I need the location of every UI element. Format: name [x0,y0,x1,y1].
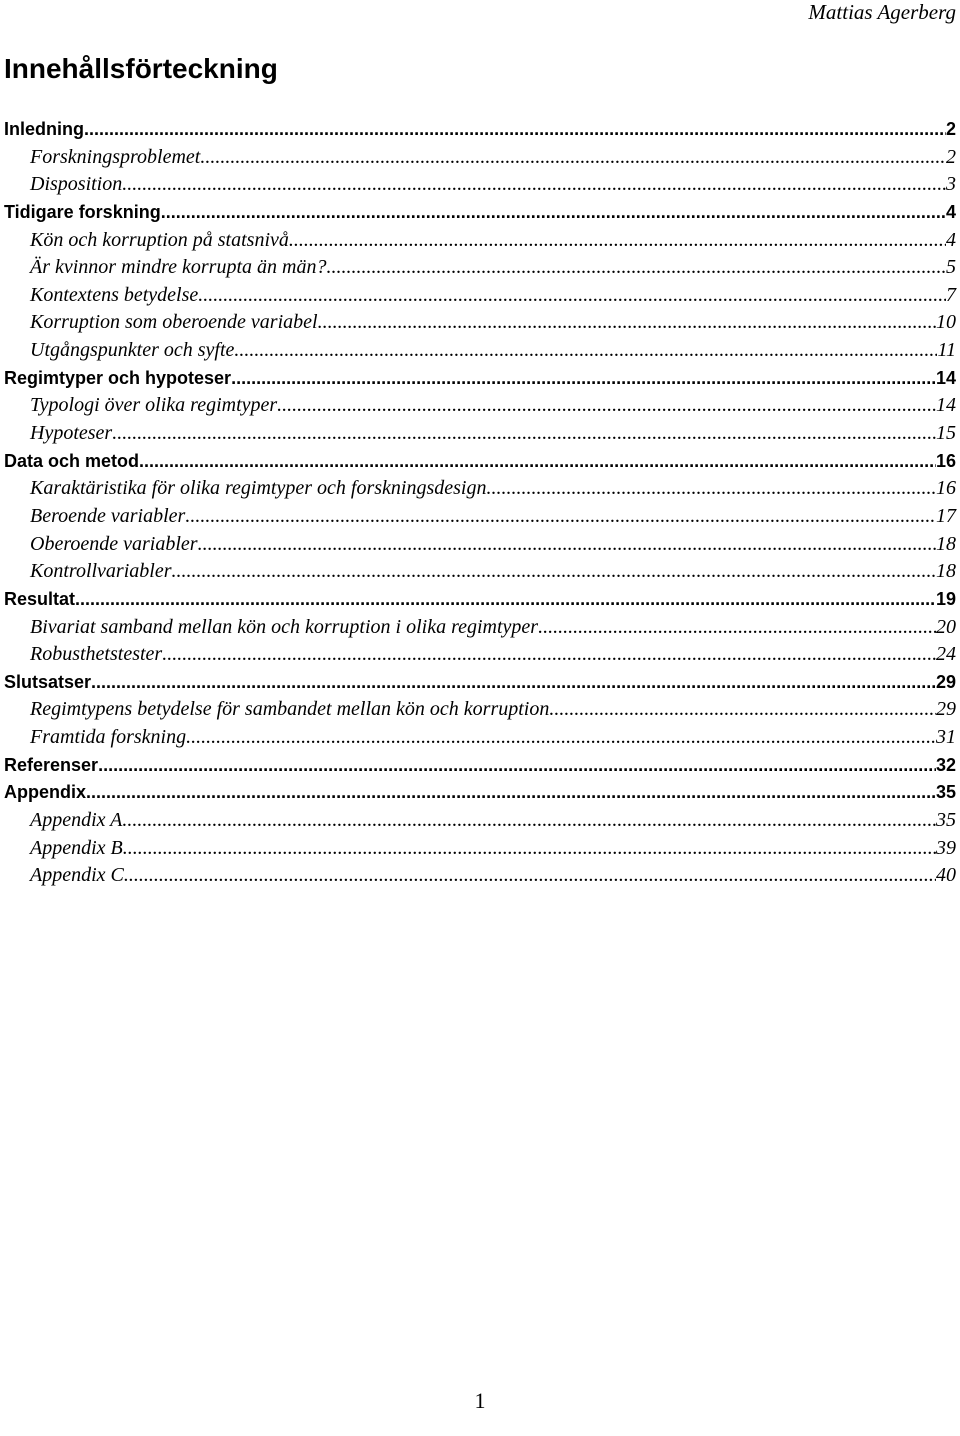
toc-entry[interactable] [0,724,960,752]
toc-dot-leader [171,558,936,586]
toc-dot-leader [549,696,936,724]
toc-entry-label: Är kvinnor mindre korrupta än män? [30,256,327,279]
toc-entry-page: 24 [936,643,956,666]
toc-entry-label: Karaktäristika för olika regimtyper och forskningsdesign [30,477,487,500]
toc-entry[interactable] [0,641,960,669]
toc-entry-page: 35 [936,809,956,832]
toc-entry[interactable] [0,558,960,586]
toc-entry-page: 16 [935,450,956,471]
toc-entry-label: Appendix C [30,864,124,887]
toc-dot-leader [122,171,946,199]
toc-entry-page: 31 [936,726,956,749]
toc-entry[interactable] [0,503,960,531]
toc-entry-page: 2 [946,145,956,168]
toc-entry-page: 15 [936,422,956,445]
toc-entry-label: Inledning [4,119,84,139]
toc-entry-page: 16 [936,477,956,500]
toc-entry-label: Framtida forskning [30,726,187,749]
toc-dot-leader [84,116,946,144]
table-of-contents [0,116,960,890]
toc-entry-label: Typologi över olika regimtyper [30,394,278,417]
toc-entry-label: Beroende variabler [30,504,186,527]
toc-dot-leader [186,724,936,752]
toc-entry[interactable] [0,696,960,724]
toc-dot-leader [198,282,946,310]
toc-entry[interactable] [0,586,960,614]
toc-entry[interactable] [0,807,960,835]
toc-entry[interactable] [0,420,960,448]
toc-entry-label: Korruption som oberoende variabel [30,311,318,334]
toc-entry[interactable] [0,448,960,476]
toc-entry-label: Appendix A [30,809,123,832]
toc-entry-page: 4 [946,228,956,251]
toc-entry[interactable] [0,254,960,282]
toc-entry-page: 14 [935,367,956,388]
toc-entry[interactable] [0,614,960,642]
toc-entry[interactable] [0,862,960,890]
toc-entry-page: 7 [946,283,956,306]
toc-entry-page: 40 [936,864,956,887]
toc-entry-page: 3 [946,173,956,196]
toc-entry[interactable] [0,475,960,503]
toc-entry-label: Regimtypens betydelse för sambandet mellan kön och korruption [30,698,550,721]
toc-entry-label: Kön och korruption på statsnivå [30,228,289,251]
toc-entry-label: Tidigare forskning [4,201,161,222]
toc-entry[interactable] [0,669,960,697]
toc-entry[interactable] [0,835,960,863]
toc-entry-label: Appendix [4,782,87,803]
toc-dot-leader [75,586,936,614]
toc-entry[interactable] [0,199,960,227]
toc-entry[interactable] [0,171,960,199]
toc-entry-label: Robusthetstester [30,643,163,666]
toc-entry-page: 32 [935,754,956,775]
toc-dot-leader [91,669,936,697]
toc-dot-leader [98,752,936,780]
toc-entry-label: Kontrollvariabler [30,560,172,583]
toc-entry[interactable] [0,282,960,310]
toc-dot-leader [234,337,937,365]
toc-entry-label: Regimtyper och hypoteser [4,367,232,388]
toc-dot-leader [123,835,936,863]
toc-dot-leader [124,862,936,890]
toc-dot-leader [200,144,946,172]
toc-entry-page: 4 [945,201,956,222]
toc-dot-leader [162,641,936,669]
toc-dot-leader [231,365,936,393]
toc-entry-label: Appendix B [30,836,123,859]
toc-entry-label: Oberoende variabler [30,532,198,555]
toc-dot-leader [86,779,936,807]
toc-dot-leader [139,448,936,476]
toc-dot-leader [198,531,936,559]
toc-entry-page: 10 [936,311,956,334]
toc-entry-label: Slutsatser [4,671,92,692]
toc-entry[interactable] [0,144,960,172]
toc-dot-leader [289,227,946,255]
toc-entry-page: 14 [936,394,956,417]
toc-dot-leader [318,309,936,337]
toc-entry-page: 11 [937,339,956,362]
toc-dot-leader [112,420,936,448]
toc-title: Innehållsförteckning [4,53,278,84]
toc-entry-page: 2 [945,119,956,139]
page-number: 1 [474,1388,486,1413]
toc-entry-label: Utgångspunkter och syfte [30,339,235,362]
toc-entry-page: 18 [936,560,956,583]
toc-entry-label: Bivariat samband mellan kön och korruption i olika regimtyper [30,615,539,638]
toc-entry[interactable] [0,752,960,780]
toc-entry[interactable] [0,337,960,365]
toc-dot-leader [161,199,946,227]
toc-entry[interactable] [0,392,960,420]
toc-entry-label: Data och metod [4,450,140,471]
toc-dot-leader [122,807,936,835]
toc-entry-page: 19 [935,588,956,609]
toc-entry[interactable] [0,116,960,144]
toc-entry-page: 39 [936,836,956,859]
toc-entry-page: 5 [946,256,956,279]
toc-entry[interactable] [0,531,960,559]
toc-entry-label: Hypoteser [30,422,113,445]
toc-entry-label: Kontextens betydelse [30,283,199,306]
toc-dot-leader [538,614,936,642]
toc-entry[interactable] [0,779,960,807]
toc-entry-page: 29 [935,671,956,692]
toc-entry-page: 29 [936,698,956,721]
toc-dot-leader [486,475,936,503]
toc-entry-label: Resultat [4,588,76,609]
toc-entry-label: Referenser [4,754,99,775]
toc-entry-label: Forskningsproblemet [30,145,201,168]
toc-entry-page: 35 [935,782,956,803]
toc-entry-page: 20 [936,615,956,638]
toc-entry[interactable] [0,309,960,337]
toc-entry-page: 17 [936,504,956,527]
toc-dot-leader [277,392,936,420]
toc-dot-leader [185,503,936,531]
toc-dot-leader [326,254,946,282]
toc-entry-label: Disposition [30,173,123,196]
toc-entry[interactable] [0,227,960,255]
running-header-author: Mattias Agerberg [808,0,956,24]
toc-entry-page: 18 [936,532,956,555]
toc-entry[interactable] [0,365,960,393]
